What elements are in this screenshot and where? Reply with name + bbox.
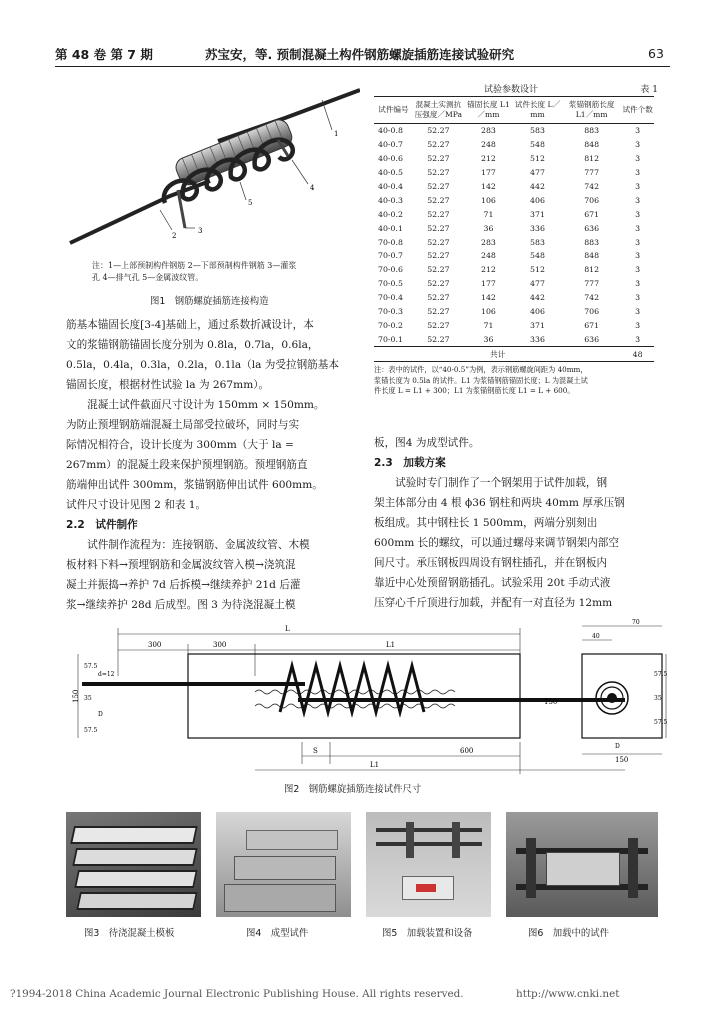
table1-cell: 3 [635,251,641,261]
dim-57-5-b: 57.5 [84,663,98,670]
figure1-caption: 图1 钢筋螺旋插筋连接构造 [150,296,269,307]
table1-cell: 52.27 [427,320,450,330]
table1-cell: 442 [530,293,545,303]
table1-row [374,193,654,207]
text-line: 混凝土试件截面尺寸设计为 150mm × 150mm。 [66,399,325,411]
table1-cell: 336 [530,334,545,344]
table1-cell: 212 [481,154,496,164]
table1-row [374,235,654,249]
table1-label: 表 1 [640,85,658,95]
fig1-label-2: 2 [172,232,177,240]
table1-cell: 52.27 [427,209,450,219]
table1-title: 试验参数设计 [484,85,539,95]
text-line: 压穿心千斤顶进行加载，并配有一对直径为 12mm [374,597,613,609]
sec-57-5-b: 57.5 [654,719,668,726]
table1-cell: 883 [584,126,600,136]
fig1-label-4: 4 [310,184,315,192]
dim-57-5-a: 57.5 [84,727,98,734]
table1-cell: 548 [530,140,545,150]
dim-d12: d=12 [98,671,115,678]
table1-header: 混凝土实测抗压强度／MPa [413,97,464,124]
table1-header: 试件个数 [621,97,654,124]
table1-cell: 548 [530,251,545,261]
table1-header: 浆锚钢筋长度 L1／mm [562,97,621,124]
table1-cell: 142 [481,182,496,191]
table1-cell: 40-0.4 [378,182,403,191]
table1-cell: 3 [635,265,641,275]
table1-cell: 477 [530,279,545,289]
table1 [374,96,654,362]
dim-35: 35 [84,695,92,702]
fig1-label-5: 5 [248,199,253,207]
table1-cell: 3 [635,293,641,303]
table1-cell: 52.27 [427,140,450,150]
dim-L: L [285,625,290,633]
table1-cell: 177 [481,279,496,289]
table1-cell: 52.27 [427,251,450,261]
photo-specimen-under-load [506,812,658,917]
dim-300-mid: 300 [213,641,227,649]
table1-row [374,138,654,152]
table1-cell: 52.27 [427,195,450,205]
text-line: 筋端伸出试件 300mm，浆锚钢筋伸出试件 600mm。 [66,479,323,491]
table1-row [374,318,654,332]
figure6-caption: 图6 加载中的试件 [528,928,609,939]
figure2-caption: 图2 钢筋螺旋插筋连接试件尺寸 [284,784,422,795]
text-line: 板组成。其中钢柱长 1 500mm，两端分别刻出 [374,517,598,529]
table1-header: 试件编号 [374,97,413,124]
text-line: 间尺寸。承压钢板四周设有钢柱插孔，并在钢板内 [374,557,608,569]
table1-cell: 70-0.4 [378,293,403,303]
table1-cell: 106 [481,307,496,317]
figure5-caption: 图5 加载装置和设备 [382,928,473,939]
table1-cell: 336 [530,223,545,233]
table1-cell: 3 [635,154,641,164]
figure2-drawing [70,614,670,774]
table1-cell: 742 [584,182,600,191]
table1-row [374,305,654,319]
table1-cell: 371 [530,209,545,219]
table1-row [374,166,654,180]
left-column-text [66,315,362,615]
text-line: 为防止预埋钢筋端混凝土局部受拉破坏，同时与实 [66,419,300,431]
table1-cell: 3 [635,195,641,205]
figure2-svg [70,614,670,774]
table1-cell: 283 [481,237,496,247]
figure1-svg [60,78,360,258]
table1-cell: 3 [635,209,641,219]
table1-row [374,207,654,221]
text-line: 文的浆锚钢筋锚固长度分别为 0.8la，0.7la，0.6la， [66,339,319,351]
table1-cell: 3 [635,334,641,344]
journal-volume-issue: 第 48 卷 第 7 期 [55,47,153,62]
table1-cell: 706 [584,195,600,205]
table1-total-value: 48 [621,347,654,362]
dim-600: 600 [460,747,474,755]
table1-cell: 52.27 [427,307,450,317]
table1-cell: 70-0.3 [378,307,403,317]
text-line: 浆→继续养护 28d 后成型。图 3 为待浇混凝土模 [66,599,296,611]
table1-cell: 71 [483,320,494,330]
table1-header-row [374,97,654,124]
table1-cell: 3 [635,307,641,317]
table1-cell: 512 [530,154,545,164]
cross-section [582,654,662,738]
table1-cell: 52.27 [427,265,450,275]
sec-57-5-a: 57.5 [654,671,668,678]
table1-row [374,263,654,277]
table1-cell: 671 [584,209,600,219]
text-line: 试件制作流程为：连接钢筋、金属波纹管、木模 [66,539,310,551]
text-line: 锚固长度，根据材性试验 la 为 267mm）。 [66,379,270,391]
fig1-label-3: 3 [198,227,203,235]
photo-formed-specimens [216,812,351,917]
table1-cell: 3 [635,237,641,247]
table1-row [374,277,654,291]
table1-cell: 177 [481,168,496,178]
table1-cell: 40-0.3 [378,195,403,205]
table1-cell: 777 [584,279,600,289]
running-title: 苏宝安，等. 预制混凝土构件钢筋螺旋插筋连接试验研究 [205,47,515,62]
table1-row [374,291,654,305]
section-heading-2-2: 2.2 试件制作 [66,519,138,531]
footer-copyright: ?1994-2018 China Academic Journal Electronic Publishing House. All rights reserved. [10,988,464,1000]
text-line: 600mm 长的螺纹，可以通过螺母来调节钢架内部空 [374,537,619,549]
table1-cell: 70-0.5 [378,279,403,289]
figure3-caption: 图3 待浇混凝土模板 [84,928,175,939]
table1-cell: 671 [584,320,600,330]
table1-cell: 3 [635,140,641,150]
table1-cell: 883 [584,237,600,247]
table1-cell: 512 [530,265,545,275]
dim-D-left: D [98,711,103,718]
sec-35: 35 [654,695,662,702]
table1-total-row [374,347,654,362]
table1-header: 试件长度 L／mm [513,97,562,124]
table1-cell: 406 [530,195,545,205]
dim-S: S [313,747,318,755]
table1-cell: 248 [481,251,496,261]
figure4-caption: 图4 成型试件 [246,928,309,939]
page-number: 63 [648,46,664,61]
table1-cell: 283 [481,126,496,136]
sec-40: 40 [592,633,600,640]
table1-cell: 106 [481,195,496,205]
table1-cell: 52.27 [427,126,450,136]
table1-cell: 52.27 [427,223,450,233]
table1-cell: 3 [635,126,641,136]
table1-row [374,152,654,166]
table1-note: 注：表中的试件，以“40-0.5”为例，表示钢筋螺旋间距为 40mm， 浆锚长度为 0.5la 的试件。L1 为浆锚钢筋锚固长度；L 为混凝土试 件长度 L = L1 + 300；L1 为浆锚钢筋长度 L1 = L + 600。 [374,365,588,396]
table1-cell: 706 [584,307,600,317]
figure1-note: 注：1—上部预制构件钢筋 2—下部预制构件钢筋 3—灌浆 孔 4—排气孔 5—金属波纹管。 [92,261,297,282]
text-line: 试件尺寸设计见图 2 和表 1。 [66,499,207,511]
table1-cell: 40-0.5 [378,168,403,178]
dim-L1-top: L1 [386,641,396,649]
table1-cell: 371 [530,320,545,330]
table1-cell: 248 [481,140,496,150]
concrete-block [188,654,520,738]
table1-cell: 812 [584,265,600,275]
table1-cell: 71 [483,209,494,219]
table1-cell: 36 [483,334,494,344]
table1-cell: 3 [635,320,641,330]
text-line: 0.5la，0.4la，0.3la，0.2la，0.1la（la 为受拉钢筋基本 [66,359,339,371]
table1-header: 锚固长度 L1／mm [464,97,513,124]
dim-300-left: 300 [148,641,162,649]
text-line: 板，图4 为成型试件。 [374,437,480,449]
text-line: 筋基本锚固长度[3-4]基础上，通过系数折减设计，本 [66,319,314,331]
table1-cell: 36 [483,223,494,233]
table1-cell: 70-0.7 [378,251,403,261]
sec-D: D [615,743,620,750]
table1-cell: 70-0.1 [378,334,403,344]
figure1-drawing [60,78,360,258]
table1-cell: 442 [530,182,545,191]
table1-block [374,82,660,397]
lower-rebar [70,181,210,243]
table1-cell: 406 [530,307,545,317]
table1-cell: 477 [530,168,545,178]
fig1-label-1: 1 [334,130,339,138]
rebar-dot [607,693,617,703]
right-column-text [374,433,660,613]
table1-row [374,180,654,194]
table1-cell: 52.27 [427,154,450,164]
table1-row [374,332,654,346]
table1-cell: 636 [584,334,600,344]
table1-cell: 52.27 [427,168,450,178]
table1-cell: 52.27 [427,182,450,191]
table1-cell: 40-0.7 [378,140,403,150]
text-line: 靠近中心处预留钢筋插孔。试验采用 20t 手动式液 [374,577,611,589]
text-line: 架主体部分由 4 根 ϕ36 钢柱和两块 40mm 厚承压钢 [374,497,625,509]
table1-row [374,124,654,138]
table1-cell: 52.27 [427,237,450,247]
photo-formwork [66,812,201,917]
section-heading-2-3: 2.3 加载方案 [374,457,446,469]
table1-cell: 3 [635,279,641,289]
table1-cell: 742 [584,293,600,303]
table1-cell: 3 [635,168,641,178]
table1-cell: 3 [635,223,641,233]
table1-cell: 52.27 [427,334,450,344]
table1-cell: 636 [584,223,600,233]
table1-cell: 70-0.8 [378,237,403,247]
dim-150-left: 150 [72,689,80,703]
footer-url[interactable]: http://www.cnki.net [516,988,620,1000]
table1-cell: 583 [530,237,545,247]
text-line: 际情况相符合，设计长度为 300mm（大于 la = [66,439,294,451]
table1-cell: 40-0.1 [378,223,403,233]
sec-150-bottom: 150 [615,756,629,764]
dim-L1-bottom: L1 [370,761,380,769]
table1-cell: 40-0.6 [378,154,403,164]
table1-cell: 40-0.8 [378,126,403,136]
text-line: 板材料下料→预埋钢筋和金属波纹管入模→浇筑混 [66,559,296,571]
table1-cell: 777 [584,168,600,178]
text-line: 267mm）的混凝土段来保护预埋钢筋。预埋钢筋直 [66,459,308,471]
sec-70: 70 [632,619,640,626]
table1-cell: 3 [635,182,641,191]
table1-row [374,221,654,235]
table1-cell: 212 [481,265,496,275]
sec-150-side: 150 [544,698,558,706]
table1-cell: 70-0.2 [378,320,403,330]
table1-cell: 40-0.2 [378,209,403,219]
table1-cell: 52.27 [427,293,450,303]
table1-total-label: 共计 [374,347,621,362]
table1-cell: 142 [481,293,496,303]
table1-cell: 583 [530,126,545,136]
table1-cell: 70-0.6 [378,265,403,275]
table1-row [374,249,654,263]
table1-cell: 848 [584,251,600,261]
header-rule [55,66,670,67]
table1-cell: 848 [584,140,600,150]
table1-cell: 812 [584,154,600,164]
table1-cell: 52.27 [427,279,450,289]
text-line: 试验时专门制作了一个钢架用于试件加载，钢 [374,477,608,489]
photo-loading-device [366,812,491,917]
text-line: 凝土并振捣→养护 7d 后拆模→继续养护 21d 后灌 [66,579,301,591]
